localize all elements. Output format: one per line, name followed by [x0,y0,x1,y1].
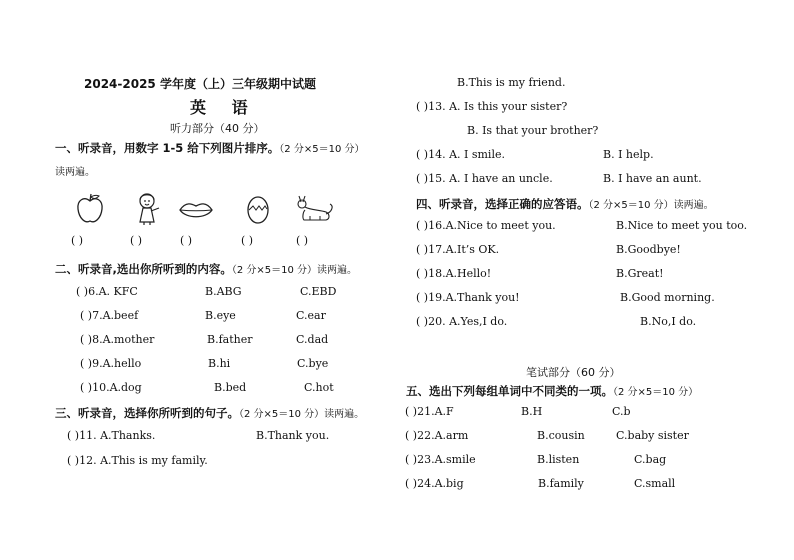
question-10-b[interactable]: B.bed [214,381,247,394]
question-18-a[interactable]: ( )18.A.Hello! [416,267,492,280]
cat-icon [296,194,336,224]
question-9-c[interactable]: C.bye [297,357,329,370]
question-6-c[interactable]: C.EBD [300,285,337,298]
section2-heading-text: 二、听录音,选出你所听到的内容。 [55,262,232,276]
question-10-c[interactable]: C.hot [304,381,334,394]
question-14-a[interactable]: ( )14. A. I smile. [416,148,505,161]
question-14-b[interactable]: B. I help. [603,148,654,161]
question-22-b[interactable]: B.cousin [537,429,585,442]
section2-heading [55,261,357,277]
exam-title: 2024-2025 学年度（上）三年级期中试题 [84,77,316,91]
question-21-a[interactable]: ( )21.A.F [405,405,454,418]
question-23-c[interactable]: C.bag [634,453,667,466]
question-24-c[interactable]: C.small [634,477,676,490]
question-9-b[interactable]: B.hi [208,357,231,370]
question-21-c[interactable]: C.b [612,405,631,418]
section5-heading-text: 五、选出下列每组单词中不同类的一项。 [406,384,613,398]
question-23-a[interactable]: ( )23.A.smile [405,453,476,466]
picture-bracket-1[interactable]: ( ) [71,234,84,247]
section2-score: （2 分×5＝10 分）读两遍。 [231,265,358,276]
apple-icon [75,193,105,225]
question-13-b[interactable]: B. Is that your brother? [467,124,599,137]
question-24-a[interactable]: ( )24.A.big [405,477,464,490]
question-24-b[interactable]: B.family [538,477,584,490]
question-17-a[interactable]: ( )17.A.It’s OK. [416,243,500,256]
question-18-b[interactable]: B.Great! [616,267,664,280]
question-8-b[interactable]: B.father [207,333,253,346]
mouth-icon [178,200,214,220]
section3-heading-text: 三、听录音，选择你所听到的句子。 [55,406,239,420]
question-12-a[interactable]: ( )12. A.This is my family. [67,454,208,467]
picture-bracket-4[interactable]: ( ) [241,234,254,247]
picture-bracket-5[interactable]: ( ) [296,234,309,247]
question-23-b[interactable]: B.listen [537,453,580,466]
section4-score: （2 分×5＝10 分）读两遍。 [588,200,714,211]
question-21-b[interactable]: B.H [521,405,543,418]
question-9-a[interactable]: ( )9.A.hello [80,357,142,370]
question-8-c[interactable]: C.dad [296,333,329,346]
question-11-b[interactable]: B.Thank you. [256,429,330,442]
subject-title: 英 语 [190,98,258,117]
picture-bracket-3[interactable]: ( ) [180,234,193,247]
question-6-b[interactable]: B.ABG [205,285,242,298]
section5-score: （2 分×5＝10 分） [613,387,699,398]
picture-bracket-2[interactable]: ( ) [130,234,143,247]
question-19-b[interactable]: B.Good morning. [620,291,715,304]
listening-part-label: 听力部分（40 分） [170,122,265,135]
question-11-a[interactable]: ( )11. A.Thanks. [67,429,156,442]
question-16-a[interactable]: ( )16.A.Nice to meet you. [416,219,556,232]
section4-heading [416,196,714,212]
question-6-a[interactable]: ( )6.A. KFC [76,285,138,298]
section3-score: （2 分×5＝10 分）读两遍。 [239,409,365,420]
question-12-b[interactable]: B.This is my friend. [457,76,566,89]
question-10-a[interactable]: ( )10.A.dog [80,381,142,394]
section3-heading [55,405,364,421]
section1-heading [55,140,364,156]
question-13-a[interactable]: ( )13. A. Is this your sister? [416,100,568,113]
question-17-b[interactable]: B.Goodbye! [616,243,681,256]
written-part-label: 笔试部分（60 分） [526,366,621,379]
section1-heading-text: 一、听录音，用数字 1-5 给下列图片排序。 [55,141,280,155]
section1-score: （2 分×5＝10 分） [279,144,365,155]
section5-heading [406,383,698,399]
question-22-a[interactable]: ( )22.A.arm [405,429,469,442]
question-7-c[interactable]: C.ear [296,309,326,322]
question-19-a[interactable]: ( )19.A.Thank you! [416,291,520,304]
egg-icon [245,193,271,225]
question-20-b[interactable]: B.No,I do. [640,315,697,328]
question-8-a[interactable]: ( )8.A.mother [80,333,155,346]
question-15-a[interactable]: ( )15. A. I have an uncle. [416,172,553,185]
question-7-a[interactable]: ( )7.A.beef [80,309,139,322]
section1-note: 读两遍。 [55,167,95,178]
question-16-b[interactable]: B.Nice to meet you too. [616,219,748,232]
question-22-c[interactable]: C.baby sister [616,429,689,442]
section4-heading-text: 四、听录音，选择正确的应答语。 [416,197,589,211]
girl-icon [134,192,164,226]
question-20-a[interactable]: ( )20. A.Yes,I do. [416,315,508,328]
question-7-b[interactable]: B.eye [205,309,236,322]
question-15-b[interactable]: B. I have an aunt. [603,172,702,185]
